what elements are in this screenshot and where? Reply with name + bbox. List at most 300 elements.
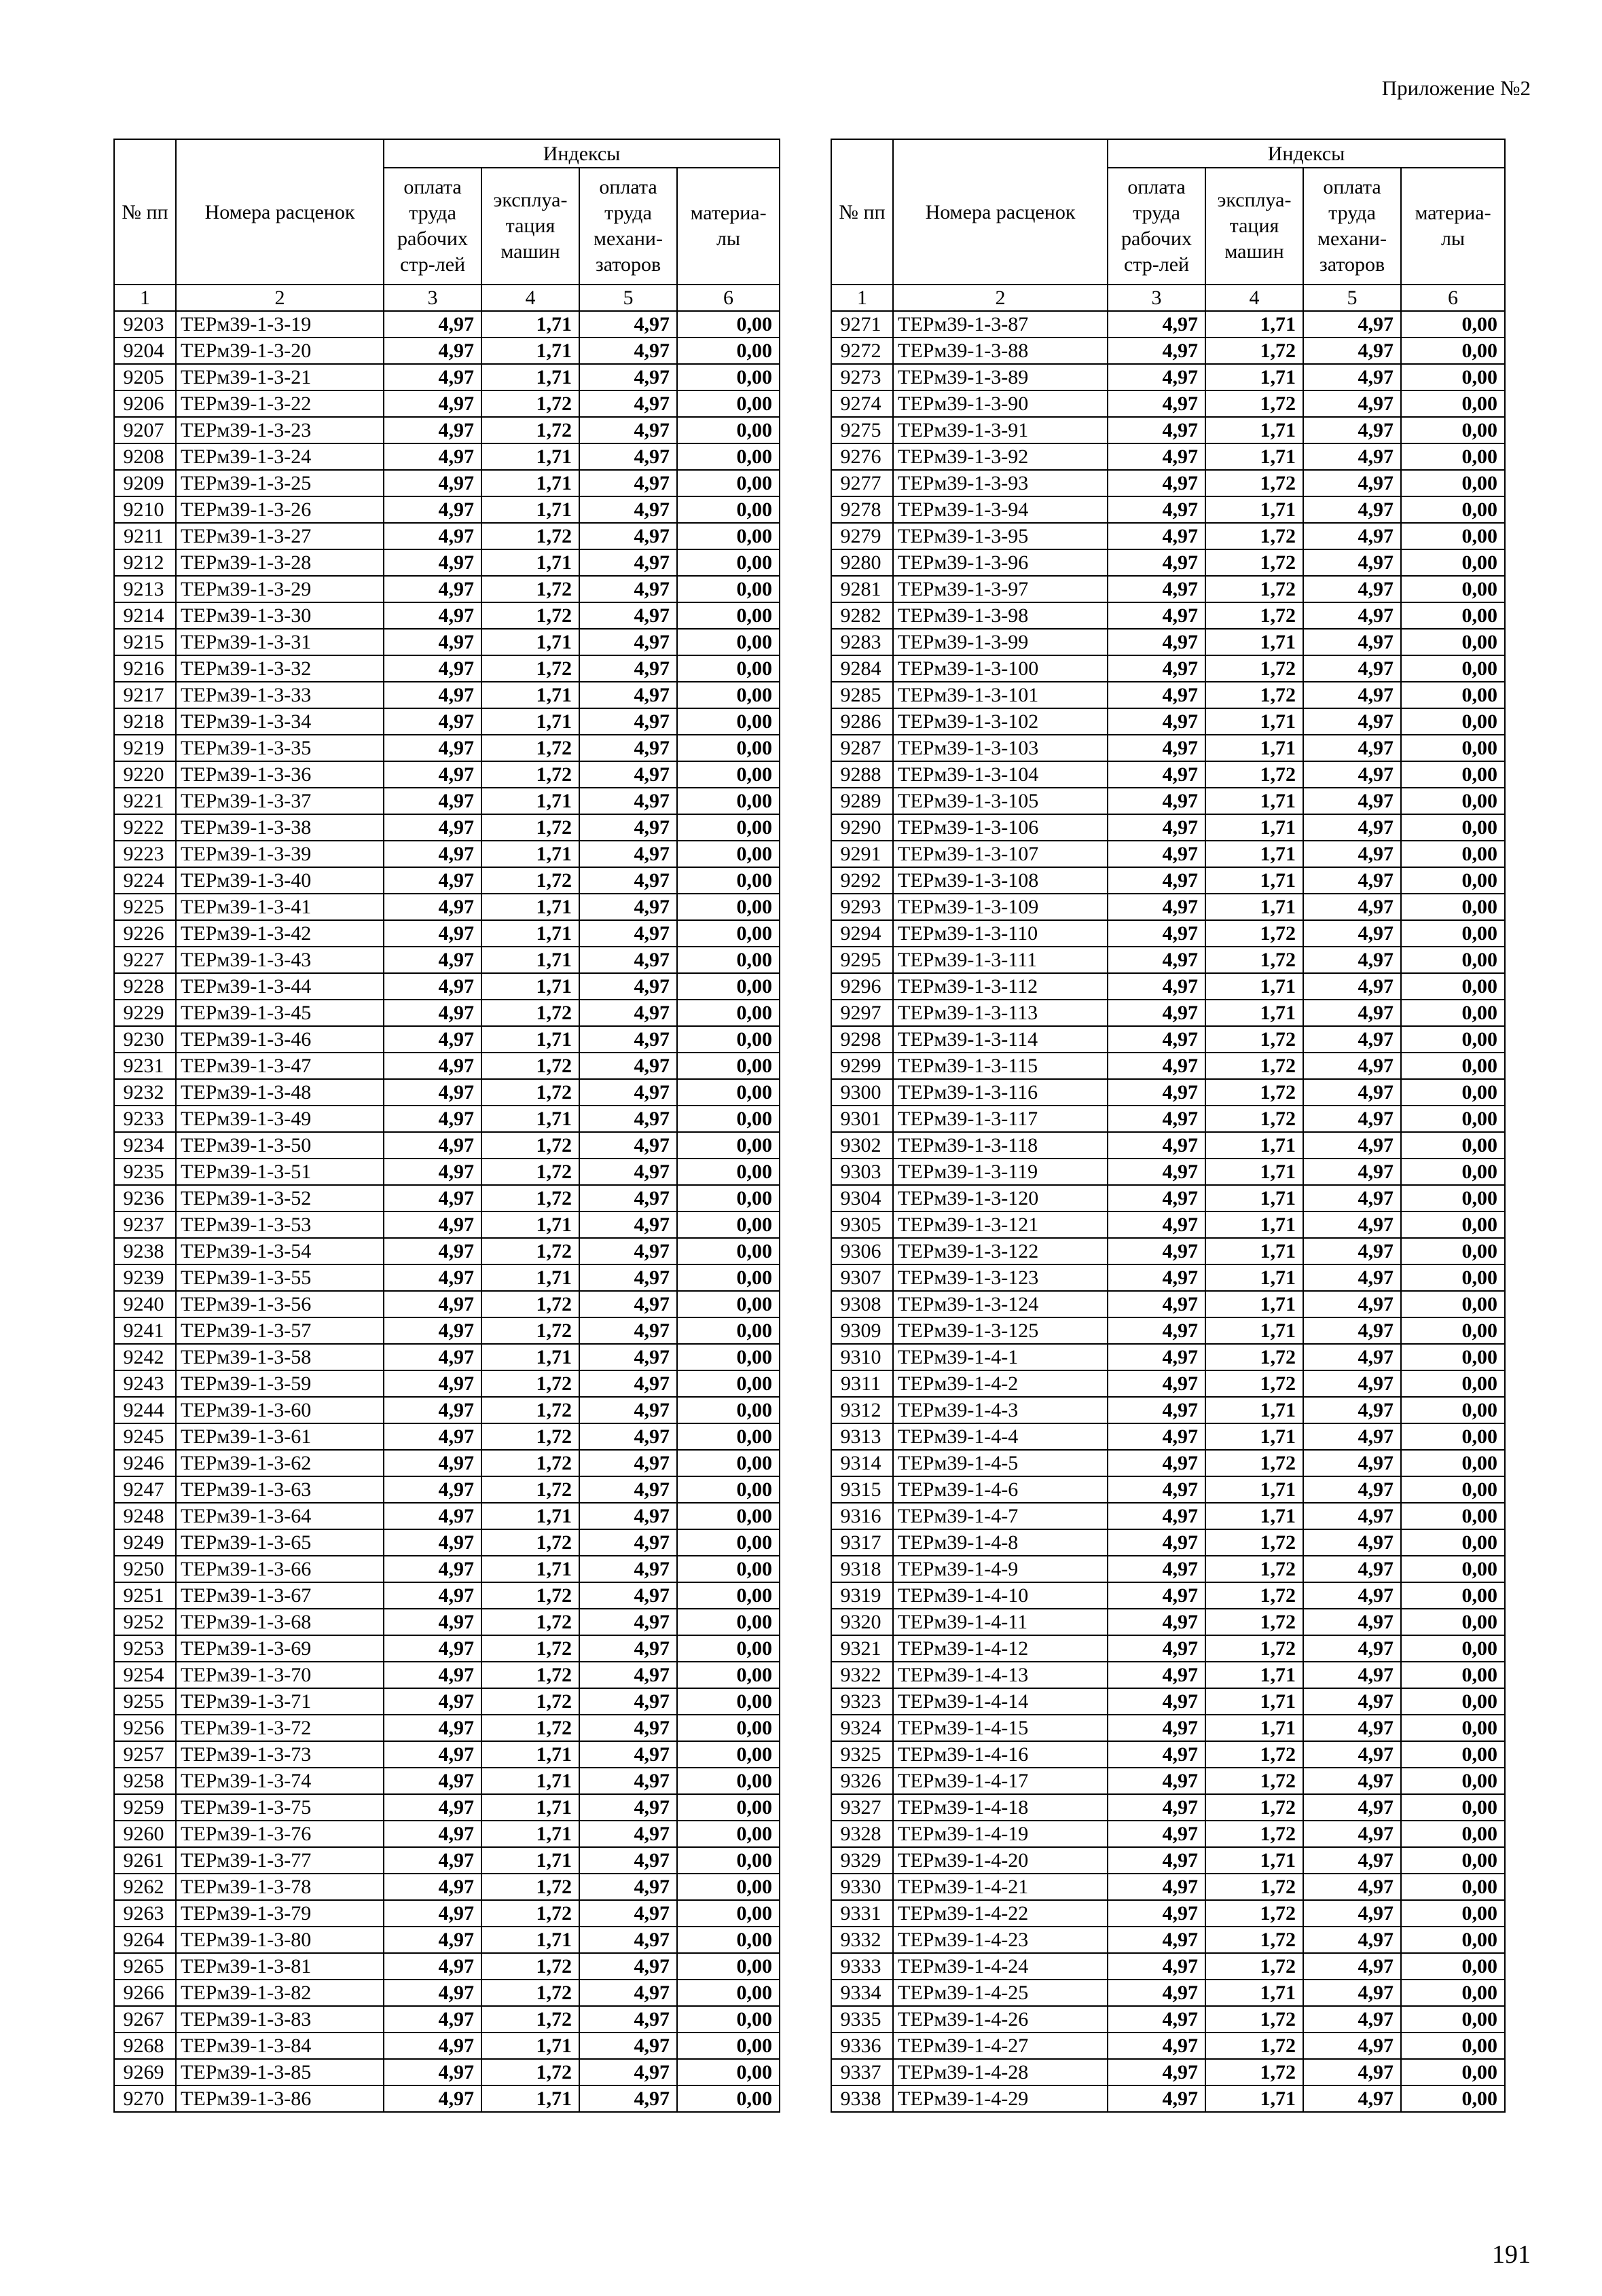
table-row (114, 311, 780, 338)
cell-rate-code: ТЕРм39-1-3-63 (176, 1476, 384, 1503)
cell-row-number: 9309 (831, 1317, 893, 1344)
table-row (114, 602, 780, 629)
cell-machine-use: 1,72 (481, 2006, 579, 2033)
cell-mechanic-pay: 4,97 (579, 1264, 677, 1291)
table-row (831, 867, 1505, 894)
column-number: 1 (831, 285, 893, 311)
cell-worker-pay: 4,97 (1108, 1106, 1205, 1132)
cell-rate-code: ТЕРм39-1-3-52 (176, 1185, 384, 1211)
table-row (114, 1927, 780, 1953)
table-row (831, 1000, 1505, 1026)
cell-worker-pay: 4,97 (384, 682, 481, 708)
cell-worker-pay: 4,97 (384, 576, 481, 602)
cell-worker-pay: 4,97 (1108, 1053, 1205, 1079)
cell-row-number: 9286 (831, 708, 893, 735)
cell-machine-use: 1,71 (1205, 973, 1303, 1000)
cell-machine-use: 1,71 (481, 894, 579, 920)
cell-materials: 0,00 (677, 1503, 780, 1529)
cell-machine-use: 1,71 (1205, 1688, 1303, 1715)
cell-machine-use: 1,71 (1205, 1185, 1303, 1211)
table-row (114, 1317, 780, 1344)
header-npp: № пп (114, 139, 176, 285)
table-row (831, 1185, 1505, 1211)
cell-row-number: 9252 (114, 1609, 176, 1635)
cell-rate-code: ТЕРм39-1-3-85 (176, 2059, 384, 2085)
cell-worker-pay: 4,97 (384, 867, 481, 894)
cell-row-number: 9231 (114, 1053, 176, 1079)
cell-rate-code: ТЕРм39-1-3-73 (176, 1741, 384, 1768)
cell-materials: 0,00 (1401, 761, 1505, 788)
cell-materials: 0,00 (1401, 920, 1505, 947)
table-row (831, 470, 1505, 496)
cell-machine-use: 1,71 (1205, 1238, 1303, 1264)
cell-rate-code: ТЕРм39-1-3-48 (176, 1079, 384, 1106)
cell-materials: 0,00 (1401, 2006, 1505, 2033)
cell-machine-use: 1,71 (1205, 1423, 1303, 1450)
cell-materials: 0,00 (1401, 1397, 1505, 1423)
cell-mechanic-pay: 4,97 (1303, 629, 1401, 655)
header-worker-pay: оплата труда рабочих стр-лей (384, 168, 481, 285)
cell-row-number: 9313 (831, 1423, 893, 1450)
cell-materials: 0,00 (1401, 1159, 1505, 1185)
cell-machine-use: 1,72 (481, 1635, 579, 1662)
cell-row-number: 9229 (114, 1000, 176, 1026)
cell-mechanic-pay: 4,97 (579, 549, 677, 576)
cell-materials: 0,00 (677, 1053, 780, 1079)
cell-row-number: 9304 (831, 1185, 893, 1211)
cell-materials: 0,00 (1401, 1053, 1505, 1079)
header-worker-pay: оплата труда рабочих стр-лей (1108, 168, 1205, 285)
cell-mechanic-pay: 4,97 (579, 947, 677, 973)
cell-row-number: 9291 (831, 841, 893, 867)
cell-worker-pay: 4,97 (384, 761, 481, 788)
table-row (114, 735, 780, 761)
cell-rate-code: ТЕРм39-1-3-60 (176, 1397, 384, 1423)
table-row (831, 443, 1505, 470)
cell-materials: 0,00 (677, 1635, 780, 1662)
cell-rate-code: ТЕРм39-1-3-36 (176, 761, 384, 788)
cell-machine-use: 1,71 (481, 1556, 579, 1582)
cell-machine-use: 1,72 (1205, 1821, 1303, 1847)
cell-rate-code: ТЕРм39-1-3-97 (893, 576, 1108, 602)
table-row (114, 761, 780, 788)
cell-row-number: 9292 (831, 867, 893, 894)
table-row (114, 1132, 780, 1159)
cell-materials: 0,00 (677, 841, 780, 867)
cell-rate-code: ТЕРм39-1-4-4 (893, 1423, 1108, 1450)
cell-row-number: 9247 (114, 1476, 176, 1503)
cell-machine-use: 1,71 (1205, 1211, 1303, 1238)
cell-worker-pay: 4,97 (1108, 1370, 1205, 1397)
cell-row-number: 9335 (831, 2006, 893, 2033)
cell-mechanic-pay: 4,97 (1303, 708, 1401, 735)
cell-machine-use: 1,72 (1205, 920, 1303, 947)
cell-worker-pay: 4,97 (384, 2033, 481, 2059)
cell-worker-pay: 4,97 (1108, 1476, 1205, 1503)
cell-rate-code: ТЕРм39-1-3-109 (893, 894, 1108, 920)
cell-row-number: 9216 (114, 655, 176, 682)
cell-mechanic-pay: 4,97 (1303, 973, 1401, 1000)
table-row (114, 1079, 780, 1106)
cell-machine-use: 1,72 (481, 867, 579, 894)
cell-row-number: 9233 (114, 1106, 176, 1132)
cell-row-number: 9321 (831, 1635, 893, 1662)
table-row (831, 1741, 1505, 1768)
cell-row-number: 9329 (831, 1847, 893, 1874)
cell-worker-pay: 4,97 (1108, 655, 1205, 682)
cell-row-number: 9248 (114, 1503, 176, 1529)
table-row (831, 1503, 1505, 1529)
cell-mechanic-pay: 4,97 (1303, 1026, 1401, 1053)
cell-row-number: 9236 (114, 1185, 176, 1211)
cell-rate-code: ТЕРм39-1-4-29 (893, 2085, 1108, 2112)
cell-row-number: 9275 (831, 417, 893, 443)
cell-machine-use: 1,71 (1205, 1132, 1303, 1159)
cell-row-number: 9239 (114, 1264, 176, 1291)
cell-worker-pay: 4,97 (384, 1662, 481, 1688)
cell-row-number: 9270 (114, 2085, 176, 2112)
cell-row-number: 9319 (831, 1582, 893, 1609)
column-number: 6 (677, 285, 780, 311)
cell-materials: 0,00 (1401, 2085, 1505, 2112)
cell-rate-code: ТЕРм39-1-3-105 (893, 788, 1108, 814)
cell-rate-code: ТЕРм39-1-3-91 (893, 417, 1108, 443)
cell-worker-pay: 4,97 (384, 470, 481, 496)
cell-mechanic-pay: 4,97 (579, 629, 677, 655)
page-number: 191 (1492, 2240, 1531, 2269)
cell-mechanic-pay: 4,97 (1303, 1688, 1401, 1715)
cell-rate-code: ТЕРм39-1-3-67 (176, 1582, 384, 1609)
cell-rate-code: ТЕРм39-1-3-75 (176, 1794, 384, 1821)
cell-materials: 0,00 (1401, 1635, 1505, 1662)
cell-mechanic-pay: 4,97 (1303, 1980, 1401, 2006)
table-row (114, 682, 780, 708)
cell-row-number: 9306 (831, 1238, 893, 1264)
cell-row-number: 9289 (831, 788, 893, 814)
cell-worker-pay: 4,97 (1108, 1688, 1205, 1715)
cell-mechanic-pay: 4,97 (1303, 1450, 1401, 1476)
cell-machine-use: 1,71 (1205, 1503, 1303, 1529)
cell-worker-pay: 4,97 (1108, 1264, 1205, 1291)
cell-machine-use: 1,72 (1205, 1053, 1303, 1079)
cell-machine-use: 1,71 (481, 2033, 579, 2059)
cell-materials: 0,00 (677, 947, 780, 973)
cell-machine-use: 1,71 (481, 311, 579, 338)
cell-rate-code: ТЕРм39-1-3-78 (176, 1874, 384, 1900)
cell-mechanic-pay: 4,97 (579, 523, 677, 549)
cell-rate-code: ТЕРм39-1-3-68 (176, 1609, 384, 1635)
cell-rate-code: ТЕРм39-1-4-24 (893, 1953, 1108, 1980)
cell-worker-pay: 4,97 (384, 417, 481, 443)
cell-worker-pay: 4,97 (384, 708, 481, 735)
table-row (831, 1688, 1505, 1715)
table-row (831, 1132, 1505, 1159)
cell-row-number: 9307 (831, 1264, 893, 1291)
cell-machine-use: 1,71 (1205, 364, 1303, 390)
cell-materials: 0,00 (677, 2085, 780, 2112)
cell-materials: 0,00 (677, 1953, 780, 1980)
cell-mechanic-pay: 4,97 (579, 1370, 677, 1397)
cell-machine-use: 1,72 (481, 1079, 579, 1106)
cell-mechanic-pay: 4,97 (1303, 1370, 1401, 1397)
cell-rate-code: ТЕРм39-1-3-90 (893, 390, 1108, 417)
cell-worker-pay: 4,97 (384, 1132, 481, 1159)
cell-row-number: 9300 (831, 1079, 893, 1106)
cell-row-number: 9266 (114, 1980, 176, 2006)
cell-worker-pay: 4,97 (384, 2085, 481, 2112)
cell-rate-code: ТЕРм39-1-3-94 (893, 496, 1108, 523)
cell-mechanic-pay: 4,97 (579, 1582, 677, 1609)
cell-materials: 0,00 (1401, 1000, 1505, 1026)
table-row (114, 629, 780, 655)
table-row (831, 1053, 1505, 1079)
table-row (831, 708, 1505, 735)
cell-machine-use: 1,72 (1205, 947, 1303, 973)
cell-rate-code: ТЕРм39-1-3-70 (176, 1662, 384, 1688)
cell-machine-use: 1,72 (1205, 1874, 1303, 1900)
cell-rate-code: ТЕРм39-1-3-58 (176, 1344, 384, 1370)
cell-row-number: 9316 (831, 1503, 893, 1529)
cell-worker-pay: 4,97 (384, 364, 481, 390)
cell-rate-code: ТЕРм39-1-4-20 (893, 1847, 1108, 1874)
header-mechanic-pay: оплата труда механи-заторов (1303, 168, 1401, 285)
cell-rate-code: ТЕРм39-1-3-35 (176, 735, 384, 761)
cell-materials: 0,00 (1401, 1238, 1505, 1264)
cell-materials: 0,00 (677, 390, 780, 417)
cell-mechanic-pay: 4,97 (579, 311, 677, 338)
cell-row-number: 9325 (831, 1741, 893, 1768)
cell-materials: 0,00 (677, 1609, 780, 1635)
cell-rate-code: ТЕРм39-1-3-98 (893, 602, 1108, 629)
cell-row-number: 9317 (831, 1529, 893, 1556)
table-row (114, 1211, 780, 1238)
cell-materials: 0,00 (677, 496, 780, 523)
cell-rate-code: ТЕРм39-1-3-57 (176, 1317, 384, 1344)
cell-row-number: 9245 (114, 1423, 176, 1450)
cell-machine-use: 1,71 (1205, 735, 1303, 761)
table-row (114, 1529, 780, 1556)
cell-row-number: 9283 (831, 629, 893, 655)
cell-worker-pay: 4,97 (1108, 1582, 1205, 1609)
cell-rate-code: ТЕРм39-1-3-42 (176, 920, 384, 947)
table-row (831, 1291, 1505, 1317)
cell-worker-pay: 4,97 (1108, 1317, 1205, 1344)
cell-materials: 0,00 (1401, 1079, 1505, 1106)
cell-materials: 0,00 (1401, 364, 1505, 390)
cell-rate-code: ТЕРм39-1-3-25 (176, 470, 384, 496)
cell-mechanic-pay: 4,97 (1303, 788, 1401, 814)
cell-worker-pay: 4,97 (384, 1211, 481, 1238)
cell-machine-use: 1,72 (1205, 761, 1303, 788)
cell-materials: 0,00 (1401, 1132, 1505, 1159)
cell-materials: 0,00 (1401, 1317, 1505, 1344)
cell-mechanic-pay: 4,97 (579, 2059, 677, 2085)
cell-mechanic-pay: 4,97 (1303, 1106, 1401, 1132)
cell-machine-use: 1,72 (481, 523, 579, 549)
cell-worker-pay: 4,97 (384, 1900, 481, 1927)
cell-mechanic-pay: 4,97 (1303, 1317, 1401, 1344)
cell-materials: 0,00 (677, 1317, 780, 1344)
cell-materials: 0,00 (677, 973, 780, 1000)
table-row (114, 1874, 780, 1900)
cell-worker-pay: 4,97 (384, 496, 481, 523)
header-code: Номера расценок (176, 139, 384, 285)
cell-row-number: 9280 (831, 549, 893, 576)
cell-worker-pay: 4,97 (1108, 920, 1205, 947)
cell-row-number: 9301 (831, 1106, 893, 1132)
cell-rate-code: ТЕРм39-1-4-19 (893, 1821, 1108, 1847)
cell-rate-code: ТЕРм39-1-3-92 (893, 443, 1108, 470)
cell-mechanic-pay: 4,97 (1303, 2059, 1401, 2085)
cell-row-number: 9206 (114, 390, 176, 417)
cell-row-number: 9238 (114, 1238, 176, 1264)
table-row (831, 1900, 1505, 1927)
cell-machine-use: 1,72 (1205, 682, 1303, 708)
cell-materials: 0,00 (677, 761, 780, 788)
cell-worker-pay: 4,97 (1108, 496, 1205, 523)
cell-machine-use: 1,72 (481, 1582, 579, 1609)
cell-worker-pay: 4,97 (384, 1980, 481, 2006)
table-row (831, 1847, 1505, 1874)
cell-mechanic-pay: 4,97 (579, 1900, 677, 1927)
cell-row-number: 9224 (114, 867, 176, 894)
table-row (831, 1423, 1505, 1450)
cell-materials: 0,00 (677, 735, 780, 761)
cell-machine-use: 1,72 (1205, 1344, 1303, 1370)
column-number: 5 (1303, 285, 1401, 311)
table-row (114, 841, 780, 867)
cell-materials: 0,00 (677, 1847, 780, 1874)
cell-rate-code: ТЕРм39-1-3-86 (176, 2085, 384, 2112)
cell-worker-pay: 4,97 (384, 655, 481, 682)
cell-machine-use: 1,72 (1205, 1529, 1303, 1556)
cell-rate-code: ТЕРм39-1-3-71 (176, 1688, 384, 1715)
cell-materials: 0,00 (677, 1821, 780, 1847)
cell-materials: 0,00 (677, 1662, 780, 1688)
cell-worker-pay: 4,97 (1108, 1556, 1205, 1582)
table-row (114, 1715, 780, 1741)
cell-machine-use: 1,71 (1205, 814, 1303, 841)
cell-rate-code: ТЕРм39-1-3-43 (176, 947, 384, 973)
table-row (831, 1662, 1505, 1688)
cell-mechanic-pay: 4,97 (579, 602, 677, 629)
cell-worker-pay: 4,97 (384, 1291, 481, 1317)
table-row (114, 549, 780, 576)
cell-worker-pay: 4,97 (384, 1026, 481, 1053)
cell-mechanic-pay: 4,97 (1303, 1768, 1401, 1794)
cell-mechanic-pay: 4,97 (1303, 2085, 1401, 2112)
cell-machine-use: 1,72 (481, 1609, 579, 1635)
table-row (831, 655, 1505, 682)
table-row (114, 1397, 780, 1423)
cell-worker-pay: 4,97 (384, 1317, 481, 1344)
table-row (114, 2006, 780, 2033)
cell-mechanic-pay: 4,97 (1303, 602, 1401, 629)
cell-mechanic-pay: 4,97 (1303, 1741, 1401, 1768)
cell-machine-use: 1,72 (481, 1980, 579, 2006)
cell-rate-code: ТЕРм39-1-3-99 (893, 629, 1108, 655)
cell-worker-pay: 4,97 (384, 1053, 481, 1079)
table-row (831, 1715, 1505, 1741)
table-row (831, 1106, 1505, 1132)
cell-mechanic-pay: 4,97 (1303, 920, 1401, 947)
table-row (831, 894, 1505, 920)
cell-row-number: 9262 (114, 1874, 176, 1900)
cell-mechanic-pay: 4,97 (579, 1053, 677, 1079)
table-row (114, 1503, 780, 1529)
table-row (831, 1821, 1505, 1847)
cell-mechanic-pay: 4,97 (1303, 1662, 1401, 1688)
cell-materials: 0,00 (677, 1874, 780, 1900)
cell-materials: 0,00 (677, 814, 780, 841)
cell-mechanic-pay: 4,97 (1303, 1185, 1401, 1211)
cell-row-number: 9250 (114, 1556, 176, 1582)
cell-materials: 0,00 (1401, 417, 1505, 443)
cell-machine-use: 1,72 (481, 417, 579, 443)
cell-worker-pay: 4,97 (1108, 2059, 1205, 2085)
cell-row-number: 9299 (831, 1053, 893, 1079)
cell-materials: 0,00 (1401, 1609, 1505, 1635)
cell-mechanic-pay: 4,97 (1303, 1423, 1401, 1450)
cell-mechanic-pay: 4,97 (579, 1159, 677, 1185)
cell-materials: 0,00 (677, 920, 780, 947)
cell-machine-use: 1,72 (1205, 1953, 1303, 1980)
cell-machine-use: 1,71 (481, 1106, 579, 1132)
cell-rate-code: ТЕРм39-1-3-77 (176, 1847, 384, 1874)
cell-machine-use: 1,72 (481, 761, 579, 788)
cell-rate-code: ТЕРм39-1-3-81 (176, 1953, 384, 1980)
table-row (831, 496, 1505, 523)
cell-row-number: 9285 (831, 682, 893, 708)
cell-worker-pay: 4,97 (1108, 1794, 1205, 1821)
cell-mechanic-pay: 4,97 (579, 1529, 677, 1556)
cell-machine-use: 1,71 (481, 1768, 579, 1794)
cell-mechanic-pay: 4,97 (579, 1344, 677, 1370)
cell-materials: 0,00 (677, 311, 780, 338)
cell-rate-code: ТЕРм39-1-3-106 (893, 814, 1108, 841)
table-row (114, 1847, 780, 1874)
cell-machine-use: 1,72 (481, 655, 579, 682)
table-row (114, 2085, 780, 2112)
cell-materials: 0,00 (677, 1476, 780, 1503)
cell-rate-code: ТЕРм39-1-3-93 (893, 470, 1108, 496)
cell-mechanic-pay: 4,97 (1303, 2006, 1401, 2033)
cell-worker-pay: 4,97 (1108, 523, 1205, 549)
cell-worker-pay: 4,97 (384, 1264, 481, 1291)
cell-materials: 0,00 (677, 2059, 780, 2085)
column-number: 4 (1205, 285, 1303, 311)
cell-rate-code: ТЕРм39-1-4-5 (893, 1450, 1108, 1476)
table-row (831, 1397, 1505, 1423)
cell-worker-pay: 4,97 (1108, 973, 1205, 1000)
table-row (831, 1079, 1505, 1106)
table-row (831, 973, 1505, 1000)
cell-row-number: 9267 (114, 2006, 176, 2033)
cell-rate-code: ТЕРм39-1-4-9 (893, 1556, 1108, 1582)
table-row (114, 417, 780, 443)
table-row (114, 1423, 780, 1450)
cell-mechanic-pay: 4,97 (579, 1847, 677, 1874)
cell-row-number: 9303 (831, 1159, 893, 1185)
cell-worker-pay: 4,97 (1108, 1662, 1205, 1688)
cell-worker-pay: 4,97 (1108, 390, 1205, 417)
table-row (114, 1900, 780, 1927)
cell-machine-use: 1,72 (1205, 1741, 1303, 1768)
cell-machine-use: 1,72 (1205, 1768, 1303, 1794)
table-row (114, 708, 780, 735)
cell-row-number: 9219 (114, 735, 176, 761)
cell-mechanic-pay: 4,97 (579, 1397, 677, 1423)
